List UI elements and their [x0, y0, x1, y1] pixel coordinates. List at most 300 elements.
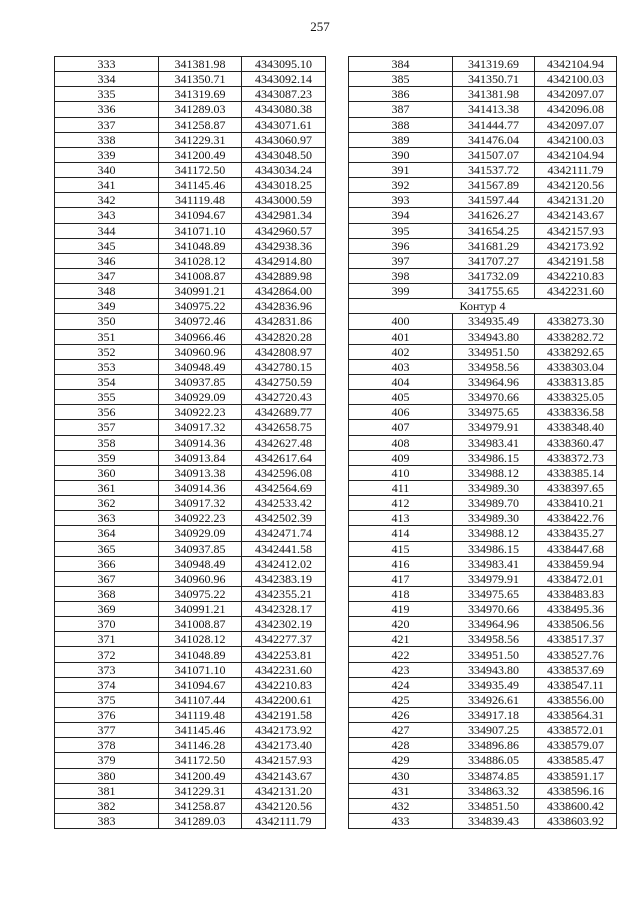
point-number-cell: 346 — [55, 253, 159, 268]
table-row — [349, 753, 617, 768]
x-coordinate-cell: 341229.31 — [159, 783, 242, 798]
y-coordinate-cell: 4338596.16 — [535, 783, 617, 798]
y-coordinate-cell: 4338385.14 — [535, 465, 617, 480]
x-coordinate-cell: 334935.49 — [453, 677, 535, 692]
x-coordinate-cell: 341289.03 — [159, 102, 242, 117]
point-number-cell: 378 — [55, 738, 159, 753]
y-coordinate-cell: 4338591.17 — [535, 768, 617, 783]
y-coordinate-cell: 4342831.86 — [242, 314, 326, 329]
point-number-cell: 433 — [349, 814, 453, 829]
table-row — [349, 329, 617, 344]
table-row — [349, 268, 617, 283]
x-coordinate-cell: 340948.49 — [159, 556, 242, 571]
x-coordinate-cell: 341094.67 — [159, 677, 242, 692]
y-coordinate-cell: 4343018.25 — [242, 178, 326, 193]
table-row — [55, 374, 326, 389]
table-row — [349, 147, 617, 162]
table-row — [349, 359, 617, 374]
y-coordinate-cell: 4342412.02 — [242, 556, 326, 571]
x-coordinate-cell: 341289.03 — [159, 814, 242, 829]
y-coordinate-cell: 4343080.38 — [242, 102, 326, 117]
point-number-cell: 339 — [55, 147, 159, 162]
point-number-cell: 353 — [55, 359, 159, 374]
x-coordinate-cell: 340922.23 — [159, 511, 242, 526]
x-coordinate-cell: 340913.38 — [159, 465, 242, 480]
table-row — [349, 374, 617, 389]
x-coordinate-cell: 334988.12 — [453, 526, 535, 541]
x-coordinate-cell: 340922.23 — [159, 405, 242, 420]
point-number-cell: 413 — [349, 511, 453, 526]
x-coordinate-cell: 340991.21 — [159, 602, 242, 617]
y-coordinate-cell: 4342100.03 — [535, 72, 617, 87]
y-coordinate-cell: 4338348.40 — [535, 420, 617, 435]
section-header-row — [349, 299, 617, 314]
table-row — [55, 783, 326, 798]
y-coordinate-cell: 4342960.57 — [242, 223, 326, 238]
point-number-cell: 356 — [55, 405, 159, 420]
point-number-cell: 380 — [55, 768, 159, 783]
section-label: Контур 4 — [349, 299, 617, 314]
point-number-cell: 423 — [349, 662, 453, 677]
point-number-cell: 401 — [349, 329, 453, 344]
table-row — [55, 662, 326, 677]
x-coordinate-cell: 334943.80 — [453, 662, 535, 677]
x-coordinate-cell: 334979.91 — [453, 571, 535, 586]
x-coordinate-cell: 341350.71 — [159, 72, 242, 87]
table-row — [349, 738, 617, 753]
x-coordinate-cell: 341107.44 — [159, 692, 242, 707]
point-number-cell: 373 — [55, 662, 159, 677]
table-row — [55, 526, 326, 541]
point-number-cell: 370 — [55, 617, 159, 632]
y-coordinate-cell: 4342471.74 — [242, 526, 326, 541]
table-row — [55, 299, 326, 314]
table-row — [55, 72, 326, 87]
y-coordinate-cell: 4338472.01 — [535, 571, 617, 586]
y-coordinate-cell: 4338564.31 — [535, 708, 617, 723]
table-row — [55, 405, 326, 420]
table-row — [349, 87, 617, 102]
table-row — [55, 132, 326, 147]
table-row — [55, 465, 326, 480]
x-coordinate-cell: 340937.85 — [159, 541, 242, 556]
table-row — [55, 768, 326, 783]
y-coordinate-cell: 4338282.72 — [535, 329, 617, 344]
table-row — [349, 162, 617, 177]
table-row — [55, 647, 326, 662]
table-row — [55, 738, 326, 753]
y-coordinate-cell: 4342131.20 — [535, 193, 617, 208]
point-number-cell: 362 — [55, 496, 159, 511]
x-coordinate-cell: 341732.09 — [453, 268, 535, 283]
y-coordinate-cell: 4338527.76 — [535, 647, 617, 662]
y-coordinate-cell: 4342864.00 — [242, 284, 326, 299]
x-coordinate-cell: 341172.50 — [159, 753, 242, 768]
table-row — [55, 511, 326, 526]
y-coordinate-cell: 4342689.77 — [242, 405, 326, 420]
y-coordinate-cell: 4342441.58 — [242, 541, 326, 556]
point-number-cell: 399 — [349, 284, 453, 299]
table-row — [349, 662, 617, 677]
table-row — [55, 677, 326, 692]
y-coordinate-cell: 4338410.21 — [535, 496, 617, 511]
x-coordinate-cell: 341048.89 — [159, 238, 242, 253]
y-coordinate-cell: 4342131.20 — [242, 783, 326, 798]
y-coordinate-cell: 4342750.59 — [242, 374, 326, 389]
y-coordinate-cell: 4342191.58 — [242, 708, 326, 723]
y-coordinate-cell: 4343095.10 — [242, 57, 326, 72]
point-number-cell: 335 — [55, 87, 159, 102]
y-coordinate-cell: 4338517.37 — [535, 632, 617, 647]
table-row — [349, 617, 617, 632]
y-coordinate-cell: 4342231.60 — [242, 662, 326, 677]
point-number-cell: 407 — [349, 420, 453, 435]
table-row — [55, 632, 326, 647]
y-coordinate-cell: 4338603.92 — [535, 814, 617, 829]
y-coordinate-cell: 4342720.43 — [242, 390, 326, 405]
table-row — [55, 162, 326, 177]
point-number-cell: 372 — [55, 647, 159, 662]
y-coordinate-cell: 4342889.98 — [242, 268, 326, 283]
table-row — [55, 102, 326, 117]
x-coordinate-cell: 341476.04 — [453, 132, 535, 147]
y-coordinate-cell: 4338313.85 — [535, 374, 617, 389]
x-coordinate-cell: 334935.49 — [453, 314, 535, 329]
x-coordinate-cell: 334958.56 — [453, 359, 535, 374]
x-coordinate-cell: 341028.12 — [159, 632, 242, 647]
x-coordinate-cell: 340991.21 — [159, 284, 242, 299]
y-coordinate-cell: 4342143.67 — [535, 208, 617, 223]
table-row — [349, 420, 617, 435]
point-number-cell: 419 — [349, 602, 453, 617]
y-coordinate-cell: 4343048.50 — [242, 147, 326, 162]
y-coordinate-cell: 4338325.05 — [535, 390, 617, 405]
y-coordinate-cell: 4342938.36 — [242, 238, 326, 253]
point-number-cell: 350 — [55, 314, 159, 329]
x-coordinate-cell: 334983.41 — [453, 435, 535, 450]
x-coordinate-cell: 341146.28 — [159, 738, 242, 753]
y-coordinate-cell: 4342097.07 — [535, 117, 617, 132]
x-coordinate-cell: 341597.44 — [453, 193, 535, 208]
point-number-cell: 358 — [55, 435, 159, 450]
y-coordinate-cell: 4338556.00 — [535, 692, 617, 707]
table-row — [349, 692, 617, 707]
y-coordinate-cell: 4342533.42 — [242, 496, 326, 511]
x-coordinate-cell: 341381.98 — [453, 87, 535, 102]
table-row — [349, 435, 617, 450]
x-coordinate-cell: 334896.86 — [453, 738, 535, 753]
point-number-cell: 382 — [55, 798, 159, 813]
x-coordinate-cell: 340948.49 — [159, 359, 242, 374]
table-row — [55, 193, 326, 208]
x-coordinate-cell: 334951.50 — [453, 344, 535, 359]
table-row — [55, 57, 326, 72]
table-row — [55, 268, 326, 283]
x-coordinate-cell: 341567.89 — [453, 178, 535, 193]
y-coordinate-cell: 4342097.07 — [535, 87, 617, 102]
y-coordinate-cell: 4342780.15 — [242, 359, 326, 374]
y-coordinate-cell: 4338495.36 — [535, 602, 617, 617]
table-row — [55, 208, 326, 223]
x-coordinate-cell: 341145.46 — [159, 723, 242, 738]
y-coordinate-cell: 4342157.93 — [535, 223, 617, 238]
point-number-cell: 392 — [349, 178, 453, 193]
table-row — [55, 723, 326, 738]
x-coordinate-cell: 334983.41 — [453, 556, 535, 571]
x-coordinate-cell: 340966.46 — [159, 329, 242, 344]
x-coordinate-cell: 341048.89 — [159, 647, 242, 662]
table-row — [55, 617, 326, 632]
x-coordinate-cell: 341200.49 — [159, 147, 242, 162]
y-coordinate-cell: 4342143.67 — [242, 768, 326, 783]
y-coordinate-cell: 4342564.69 — [242, 480, 326, 495]
table-row — [349, 284, 617, 299]
table-row — [349, 208, 617, 223]
table-row — [55, 253, 326, 268]
table-row — [349, 314, 617, 329]
point-number-cell: 367 — [55, 571, 159, 586]
point-number-cell: 397 — [349, 253, 453, 268]
table-row — [349, 253, 617, 268]
y-coordinate-cell: 4338435.27 — [535, 526, 617, 541]
table-row — [55, 147, 326, 162]
point-number-cell: 426 — [349, 708, 453, 723]
x-coordinate-cell: 334886.05 — [453, 753, 535, 768]
table-row — [349, 390, 617, 405]
point-number-cell: 341 — [55, 178, 159, 193]
x-coordinate-cell: 341094.67 — [159, 208, 242, 223]
x-coordinate-cell: 341444.77 — [453, 117, 535, 132]
y-coordinate-cell: 4343071.61 — [242, 117, 326, 132]
y-coordinate-cell: 4338579.07 — [535, 738, 617, 753]
table-row — [55, 117, 326, 132]
point-number-cell: 351 — [55, 329, 159, 344]
y-coordinate-cell: 4342596.08 — [242, 465, 326, 480]
y-coordinate-cell: 4342627.48 — [242, 435, 326, 450]
table-row — [55, 238, 326, 253]
point-number-cell: 340 — [55, 162, 159, 177]
table-row — [55, 314, 326, 329]
table-row — [55, 450, 326, 465]
y-coordinate-cell: 4342157.93 — [242, 753, 326, 768]
x-coordinate-cell: 340960.96 — [159, 344, 242, 359]
y-coordinate-cell: 4338459.94 — [535, 556, 617, 571]
table-row — [55, 708, 326, 723]
point-number-cell: 424 — [349, 677, 453, 692]
y-coordinate-cell: 4343087.23 — [242, 87, 326, 102]
y-coordinate-cell: 4338537.69 — [535, 662, 617, 677]
y-coordinate-cell: 4342096.08 — [535, 102, 617, 117]
table-row — [349, 465, 617, 480]
y-coordinate-cell: 4342120.56 — [242, 798, 326, 813]
x-coordinate-cell: 334863.32 — [453, 783, 535, 798]
x-coordinate-cell: 334907.25 — [453, 723, 535, 738]
point-number-cell: 365 — [55, 541, 159, 556]
table-row — [349, 586, 617, 601]
y-coordinate-cell: 4338360.47 — [535, 435, 617, 450]
table-row — [349, 480, 617, 495]
point-number-cell: 402 — [349, 344, 453, 359]
y-coordinate-cell: 4338600.42 — [535, 798, 617, 813]
coordinates-table-right-top — [349, 57, 617, 299]
x-coordinate-cell: 341119.48 — [159, 193, 242, 208]
x-coordinate-cell: 334970.66 — [453, 602, 535, 617]
point-number-cell: 400 — [349, 314, 453, 329]
point-number-cell: 383 — [55, 814, 159, 829]
x-coordinate-cell: 334989.30 — [453, 511, 535, 526]
table-row — [55, 692, 326, 707]
y-coordinate-cell: 4342981.34 — [242, 208, 326, 223]
table-row — [55, 480, 326, 495]
x-coordinate-cell: 334975.65 — [453, 405, 535, 420]
point-number-cell: 394 — [349, 208, 453, 223]
point-number-cell: 377 — [55, 723, 159, 738]
x-coordinate-cell: 341071.10 — [159, 662, 242, 677]
x-coordinate-cell: 341008.87 — [159, 268, 242, 283]
x-coordinate-cell: 341681.29 — [453, 238, 535, 253]
table-row — [349, 602, 617, 617]
y-coordinate-cell: 4342617.64 — [242, 450, 326, 465]
point-number-cell: 347 — [55, 268, 159, 283]
x-coordinate-cell: 334970.66 — [453, 390, 535, 405]
point-number-cell: 336 — [55, 102, 159, 117]
x-coordinate-cell: 340975.22 — [159, 299, 242, 314]
table-row — [349, 132, 617, 147]
x-coordinate-cell: 341229.31 — [159, 132, 242, 147]
point-number-cell: 375 — [55, 692, 159, 707]
coordinates-table-left — [54, 56, 326, 829]
page-number: 257 — [310, 19, 330, 34]
x-coordinate-cell: 340914.36 — [159, 435, 242, 450]
point-number-cell: 410 — [349, 465, 453, 480]
point-number-cell: 391 — [349, 162, 453, 177]
x-coordinate-cell: 334964.96 — [453, 374, 535, 389]
point-number-cell: 344 — [55, 223, 159, 238]
x-coordinate-cell: 334986.15 — [453, 541, 535, 556]
y-coordinate-cell: 4342173.92 — [242, 723, 326, 738]
y-coordinate-cell: 4342820.28 — [242, 329, 326, 344]
point-number-cell: 425 — [349, 692, 453, 707]
y-coordinate-cell: 4342100.03 — [535, 132, 617, 147]
point-number-cell: 432 — [349, 798, 453, 813]
point-number-cell: 334 — [55, 72, 159, 87]
point-number-cell: 376 — [55, 708, 159, 723]
point-number-cell: 352 — [55, 344, 159, 359]
table-row — [349, 223, 617, 238]
x-coordinate-cell: 334874.85 — [453, 768, 535, 783]
x-coordinate-cell: 341654.25 — [453, 223, 535, 238]
table-row — [349, 768, 617, 783]
point-number-cell: 371 — [55, 632, 159, 647]
table-row — [55, 541, 326, 556]
x-coordinate-cell: 341071.10 — [159, 223, 242, 238]
x-coordinate-cell: 341028.12 — [159, 253, 242, 268]
point-number-cell: 421 — [349, 632, 453, 647]
point-number-cell: 390 — [349, 147, 453, 162]
x-coordinate-cell: 334943.80 — [453, 329, 535, 344]
y-coordinate-cell: 4338422.76 — [535, 511, 617, 526]
table-row — [55, 87, 326, 102]
x-coordinate-cell: 341381.98 — [159, 57, 242, 72]
point-number-cell: 384 — [349, 57, 453, 72]
point-number-cell: 333 — [55, 57, 159, 72]
table-row — [349, 511, 617, 526]
x-coordinate-cell: 334958.56 — [453, 632, 535, 647]
table-row — [55, 435, 326, 450]
x-coordinate-cell: 340937.85 — [159, 374, 242, 389]
y-coordinate-cell: 4342355.21 — [242, 586, 326, 601]
x-coordinate-cell: 340975.22 — [159, 586, 242, 601]
table-row — [55, 329, 326, 344]
point-number-cell: 388 — [349, 117, 453, 132]
table-row — [55, 390, 326, 405]
point-number-cell: 360 — [55, 465, 159, 480]
section-header-group — [349, 299, 617, 314]
point-number-cell: 379 — [55, 753, 159, 768]
x-coordinate-cell: 334988.12 — [453, 465, 535, 480]
point-number-cell: 415 — [349, 541, 453, 556]
x-coordinate-cell: 334979.91 — [453, 420, 535, 435]
x-coordinate-cell: 341413.38 — [453, 102, 535, 117]
point-number-cell: 417 — [349, 571, 453, 586]
y-coordinate-cell: 4342120.56 — [535, 178, 617, 193]
x-coordinate-cell: 340929.09 — [159, 390, 242, 405]
x-coordinate-cell: 334951.50 — [453, 647, 535, 662]
point-number-cell: 368 — [55, 586, 159, 601]
y-coordinate-cell: 4342328.17 — [242, 602, 326, 617]
table-row — [349, 677, 617, 692]
y-coordinate-cell: 4343060.97 — [242, 132, 326, 147]
table-row — [55, 178, 326, 193]
coordinates-table-right — [348, 56, 617, 829]
x-coordinate-cell: 334989.70 — [453, 496, 535, 511]
table-row — [55, 571, 326, 586]
y-coordinate-cell: 4338447.68 — [535, 541, 617, 556]
table-row — [349, 723, 617, 738]
table-row — [349, 798, 617, 813]
table-row — [55, 284, 326, 299]
coordinates-table-left-body — [55, 57, 326, 829]
x-coordinate-cell: 341258.87 — [159, 798, 242, 813]
x-coordinate-cell: 341350.71 — [453, 72, 535, 87]
x-coordinate-cell: 341172.50 — [159, 162, 242, 177]
point-number-cell: 411 — [349, 480, 453, 495]
point-number-cell: 387 — [349, 102, 453, 117]
y-coordinate-cell: 4338547.11 — [535, 677, 617, 692]
x-coordinate-cell: 341319.69 — [159, 87, 242, 102]
x-coordinate-cell: 340960.96 — [159, 571, 242, 586]
y-coordinate-cell: 4342277.37 — [242, 632, 326, 647]
point-number-cell: 354 — [55, 374, 159, 389]
point-number-cell: 414 — [349, 526, 453, 541]
point-number-cell: 405 — [349, 390, 453, 405]
table-row — [55, 556, 326, 571]
point-number-cell: 389 — [349, 132, 453, 147]
point-number-cell: 395 — [349, 223, 453, 238]
table-row — [349, 496, 617, 511]
y-coordinate-cell: 4338336.58 — [535, 405, 617, 420]
point-number-cell: 369 — [55, 602, 159, 617]
y-coordinate-cell: 4342191.58 — [535, 253, 617, 268]
point-number-cell: 366 — [55, 556, 159, 571]
table-row — [349, 814, 617, 829]
y-coordinate-cell: 4338372.73 — [535, 450, 617, 465]
y-coordinate-cell: 4342210.83 — [242, 677, 326, 692]
point-number-cell: 428 — [349, 738, 453, 753]
point-number-cell: 427 — [349, 723, 453, 738]
point-number-cell: 403 — [349, 359, 453, 374]
y-coordinate-cell: 4342836.96 — [242, 299, 326, 314]
